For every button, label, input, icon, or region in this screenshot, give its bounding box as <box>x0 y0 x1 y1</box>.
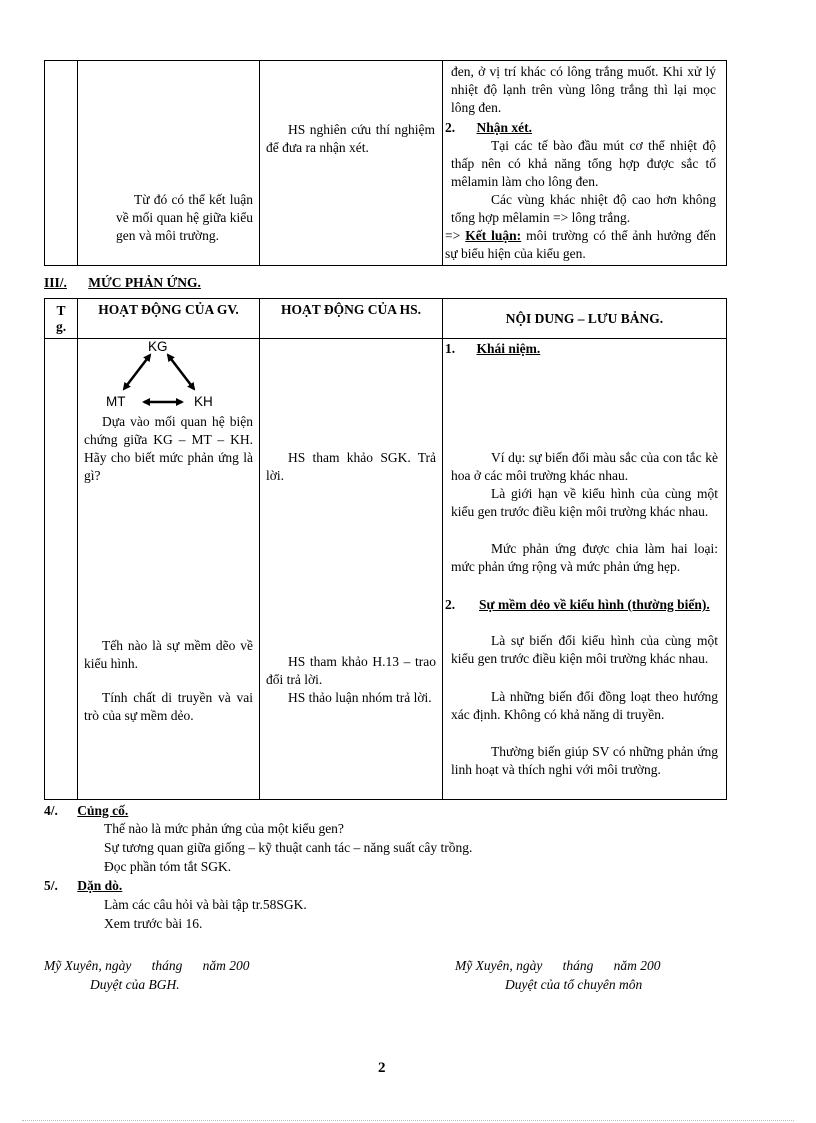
header-tg-label: T g. <box>55 303 67 334</box>
gv-cell <box>78 61 260 266</box>
diagram-kg-label: KG <box>148 339 168 354</box>
body-tg <box>45 339 78 800</box>
homework-line-2: Xem trước bài 16. <box>104 916 203 931</box>
nd-heading-2 <box>445 596 722 614</box>
hs-cell <box>260 61 443 266</box>
content-heading-2 <box>445 119 532 137</box>
conclusion-label: Kết luận: <box>465 228 522 243</box>
nd-definition: Là giới hạn về kiểu hình của cùng một kiểu gen trước điều kiện môi trường khác nhau. <box>451 486 718 519</box>
gv-question-2: Tếh nào là sự mềm dẽo về kiểu hình. <box>84 638 253 671</box>
content-conclusion <box>445 227 716 263</box>
body-nd <box>443 339 727 800</box>
consolidate-line-1: Thế nào là mức phản ứng của một kiểu gen? <box>104 821 344 836</box>
section-title: MỨC PHẢN ỨNG. <box>88 275 201 290</box>
signature-left-title: Duyệt của BGH. <box>90 977 180 992</box>
body-gv <box>78 339 260 800</box>
nd-classification: Mức phản ứng được chia làm hai loại: mức phản ứng rộng và mức phản ứng hẹp. <box>451 541 718 574</box>
hs-answer-3: HS thảo luận nhóm trả lời. <box>288 690 432 705</box>
heading-2-number: 2. <box>445 597 456 612</box>
header-nd-label: NỘI DUNG – LƯU BẢNG. <box>505 311 664 326</box>
body-hs <box>260 339 443 800</box>
nd-plasticity-def: Là sự biến đổi kiểu hình của cùng một kiểu gen trước điều kiện môi trường khác nhau. <box>451 633 718 666</box>
nd-plasticity-role: Thường biến giúp SV có những phản ứng linh hoạt và thích nghi với môi trường. <box>451 744 718 777</box>
body-row <box>45 339 727 800</box>
heading-number: 2. <box>445 120 456 135</box>
relationship-diagram <box>106 339 216 411</box>
page-number: 2 <box>378 1060 386 1076</box>
content-remark-2: Các vùng khác nhiệt độ cao hơn không tổng hợp mêlamin => lông trắng. <box>451 192 716 225</box>
consolidate-number: 4/. <box>44 803 58 818</box>
arrow-kg-kh <box>168 355 194 389</box>
conclusion-text: môi trường có thể ảnh hưởng đến sự biểu hiện của kiểu gen. <box>445 228 717 261</box>
content-cell <box>443 61 727 266</box>
content-remark-1: Tại các tế bào đầu mút cơ thể nhiệt độ thấp nên có khả năng tổng hợp được sắc tố mêlamin làm cho lông đen. <box>451 138 716 189</box>
nd-heading-1 <box>445 340 540 358</box>
signature-right-date: Mỹ Xuyên, ngày tháng năm 200 <box>455 958 661 973</box>
consolidate-line-3: Đọc phần tóm tắt SGK. <box>104 859 232 874</box>
arrow-kg-mt <box>124 355 150 389</box>
consolidate-title: Củng cố. <box>77 803 129 818</box>
tg-cell <box>45 61 78 266</box>
hs-experiment-text: HS nghiên cứu thí nghiệm để đưa ra nhận xét. <box>266 122 435 155</box>
nd-plasticity-trait: Là những biến đổi đồng loạt theo hướng xác định. Không có khả năng di truyền. <box>451 689 718 722</box>
nd-example: Ví dụ: sự biến đổi màu sắc của con tắc kè hoa ở các môi trường khác nhau. <box>451 450 718 483</box>
homework-number: 5/. <box>44 878 58 893</box>
heading-title: Nhận xét. <box>476 120 533 135</box>
gv-question-3: Tính chất di truyền và vai trò của sự mềm dẻo. <box>84 690 253 723</box>
consolidate-heading <box>44 802 128 820</box>
header-hs-label: HOẠT ĐỘNG CỦA HS. <box>280 302 422 317</box>
header-gv <box>78 299 260 339</box>
header-hs <box>260 299 443 339</box>
arrow-prefix: => <box>445 228 461 243</box>
homework-title: Dặn dò. <box>77 878 123 893</box>
signature-right-title: Duyệt của tổ chuyên môn <box>505 977 643 992</box>
header-gv-label: HOẠT ĐỘNG CỦA GV. <box>98 302 239 317</box>
heading-2-title: Sự mềm dẻo về kiểu hình (thường biến). <box>479 597 710 612</box>
content-observation: đen, ở vị trí khác có lông trắng muốt. Khi xử lý nhiệt độ lạnh trên vùng lông trắng thì lại mọc lông đen. <box>451 64 716 115</box>
gv-question-1: Dựa vào mối quan hệ biện chứng giữa KG – MT – KH. Hãy cho biết mức phản ứng là gì? <box>84 414 253 483</box>
main-table <box>44 298 727 800</box>
diagram-mt-label: MT <box>106 394 126 409</box>
page-bottom-rule <box>22 1120 794 1121</box>
gv-conclusion-question: Từ đó có thể kết luận về mối quan hệ giữa kiểu gen và môi trường. <box>116 192 253 243</box>
heading-1-title: Khái niệm. <box>476 341 541 356</box>
hs-answer-2: HS tham khảo H.13 – trao đổi trả lời. <box>266 654 436 687</box>
header-row <box>45 299 727 339</box>
homework-line-1: Làm các câu hỏi và bài tập tr.58SGK. <box>104 897 307 912</box>
diagram-kh-label: KH <box>194 394 213 409</box>
heading-1-number: 1. <box>445 341 456 356</box>
signature-left-date: Mỹ Xuyên, ngày tháng năm 200 <box>44 958 250 973</box>
continuation-table <box>44 60 727 266</box>
section-heading <box>44 274 201 292</box>
homework-heading <box>44 877 122 895</box>
consolidate-line-2: Sự tương quan giữa giống – kỹ thuật canh tác – năng suất cây trồng. <box>104 840 473 855</box>
hs-answer-1: HS tham khảo SGK. Trả lời. <box>266 450 436 483</box>
header-nd <box>443 299 727 339</box>
header-tg <box>45 299 78 339</box>
section-number: III/. <box>44 275 67 290</box>
